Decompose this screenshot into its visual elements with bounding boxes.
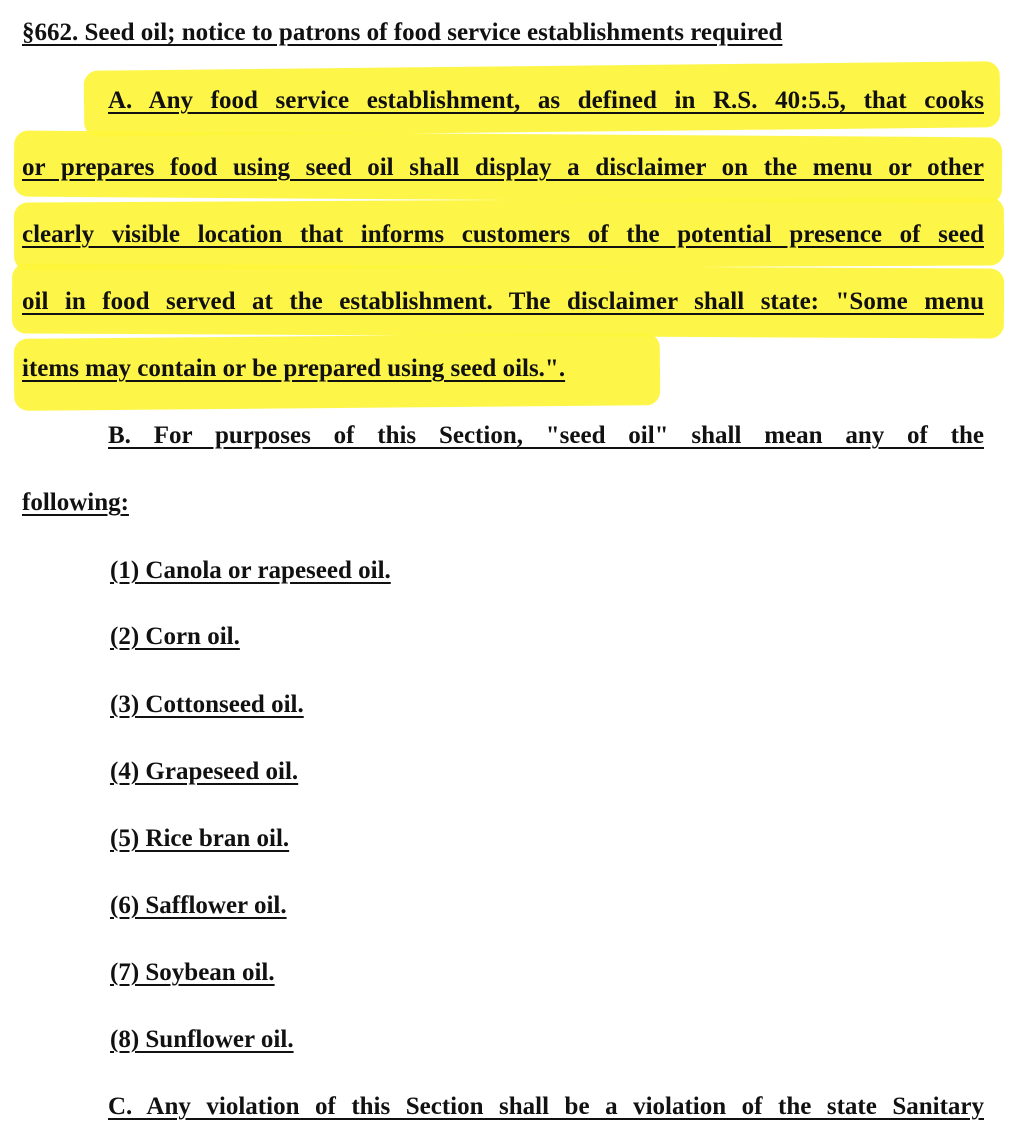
list-item-text: (3) Cottonseed oil. xyxy=(110,691,304,718)
list-item-text: (8) Sunflower oil. xyxy=(110,1026,294,1053)
section-a-text: A. Any food service establishment, as defined in R.S. 40:5.5, that cooks xyxy=(108,87,984,114)
section-a-text: oil in food served at the establishment. The disclaimer shall state: "Some menu xyxy=(22,288,984,315)
section-a-line-5 xyxy=(22,354,984,384)
section-a-text: items may contain or be prepared using seed oils.". xyxy=(22,355,566,382)
list-item-text: (1) Canola or rapeseed oil. xyxy=(110,557,391,584)
list-item-text: (2) Corn oil. xyxy=(110,623,240,650)
section-b-text: B. For purposes of this Section, "seed oil" shall mean any of the xyxy=(108,422,984,449)
section-b-line-1 xyxy=(108,421,984,451)
section-c-line-1 xyxy=(108,1092,984,1122)
list-item-text: (4) Grapeseed oil. xyxy=(110,758,299,785)
section-a-line-1 xyxy=(108,86,984,116)
section-heading-text: §662. Seed oil; notice to patrons of food service establishments required xyxy=(22,19,783,46)
section-a-text: or prepares food using seed oil shall display a disclaimer on the menu or other xyxy=(22,154,984,181)
list-item xyxy=(110,891,984,921)
section-a-line-2 xyxy=(22,153,984,183)
section-a-line-3 xyxy=(22,220,984,250)
list-item-text: (5) Rice bran oil. xyxy=(110,825,290,852)
list-item xyxy=(110,958,984,988)
list-item xyxy=(110,690,984,720)
section-b-line-2 xyxy=(22,488,984,518)
section-heading xyxy=(22,18,984,48)
list-item xyxy=(110,622,984,652)
section-c-text: C. Any violation of this Section shall be a violation of the state Sanitary xyxy=(108,1093,984,1120)
section-b-text: following: xyxy=(22,489,129,516)
list-item xyxy=(110,1025,984,1055)
section-a-text: clearly visible location that informs customers of the potential presence of seed xyxy=(22,221,984,248)
list-item xyxy=(110,824,984,854)
list-item-text: (6) Safflower oil. xyxy=(110,892,287,919)
list-item-text: (7) Soybean oil. xyxy=(110,959,275,986)
list-item xyxy=(110,757,984,787)
list-item xyxy=(110,556,984,586)
section-a-line-4 xyxy=(22,287,984,317)
